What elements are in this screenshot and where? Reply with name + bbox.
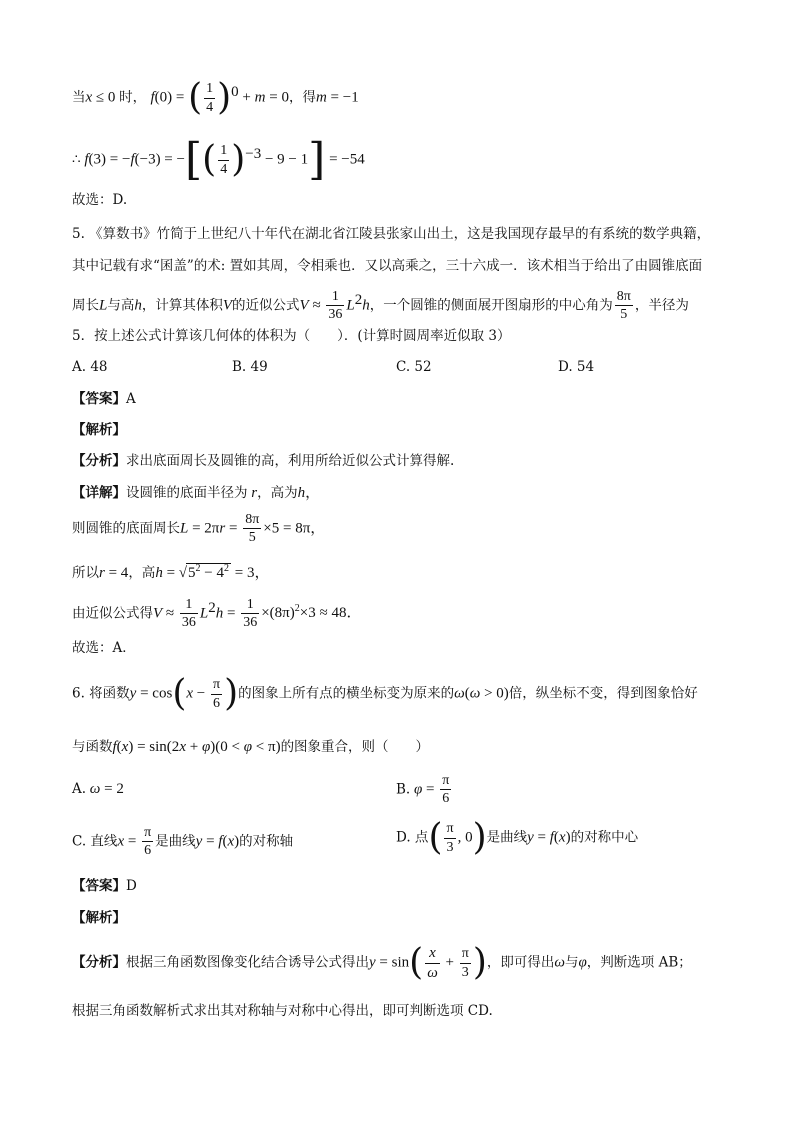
- q6-option-d: D. 点( $\frac{\pi}{3}$ , 0)是曲线y = f(x)的对称中心: [396, 817, 639, 858]
- math: (3) = −: [88, 151, 131, 168]
- text: 与: [564, 954, 579, 971]
- paren: (: [172, 673, 187, 714]
- fraction: $\frac{1}{36}$: [328, 289, 343, 323]
- text: 根据三角函数图像变化结合诱导公式得出: [126, 954, 369, 971]
- q5-option-c: C. 52: [396, 359, 432, 375]
- q5-option-d: D. 54: [558, 359, 595, 375]
- text: B.: [396, 781, 411, 798]
- fenxi-text: 求出底面周长及圆锥的高，利用所给近似公式计算得解.: [126, 453, 455, 469]
- paren: ): [472, 817, 487, 858]
- fraction: $\frac{\pi}{3}$: [461, 946, 469, 980]
- answer-value: A: [126, 391, 136, 407]
- text: 是曲线: [155, 833, 196, 850]
- q6-line2: 与函数f(x) = sin(2x + φ)(0 < φ < π)的图象重合，则（ ）: [72, 739, 430, 755]
- text: 由近似公式得: [72, 605, 153, 622]
- text: 当: [72, 89, 86, 106]
- fenxi-tag: 【分析】: [72, 453, 126, 469]
- q6-fenxi-2: 根据三角函数解析式求出其对称轴与对称中心得出，即可判断选项 CD.: [72, 1003, 493, 1019]
- text: ，计算其体积: [141, 297, 223, 314]
- text: C. 直线: [72, 833, 118, 850]
- text: A.: [72, 781, 87, 797]
- text: ，即可得出: [486, 954, 555, 971]
- q6-answer: [72, 880, 137, 894]
- text: 6. 将函数: [72, 685, 130, 702]
- paren: (: [202, 139, 217, 180]
- fenxi-tag: 【分析】: [72, 954, 126, 971]
- math: +: [238, 89, 255, 106]
- answer-tag: 【答案】: [72, 391, 126, 407]
- text: ，判断选项 AB；: [586, 954, 692, 971]
- text: ，得: [288, 89, 316, 106]
- q5-line3: 周长L与高h，计算其体积V的近似公式V ≈ $\frac{1}{36}$ $L^2h$，一个圆锥的侧面展开图扇形的中心角为 $\frac{8\pi}{5}$ ，半径为: [72, 289, 689, 323]
- text: 的对称中心: [570, 829, 639, 846]
- fraction: $\frac{x}{\omega}$: [427, 945, 438, 981]
- bracket: [: [184, 134, 203, 185]
- paren: ): [224, 673, 239, 714]
- q5-line2: 其中记载有求“囷盖”的术: 置如其周，令相乘也．又以高乘之，三十六成一．该术相当于给出了由圆锥底面: [72, 258, 703, 274]
- q6-analysis-tag: 【解析】: [72, 910, 126, 926]
- fraction: $\frac{1}{36}$: [243, 597, 258, 631]
- math: (0) =: [154, 89, 189, 106]
- q5-height: 所以r = 4，高$h = √5^2 - 4^2 = 3$，: [72, 563, 270, 581]
- text: 则圆锥的底面周长: [72, 520, 180, 537]
- paren: (: [409, 942, 424, 983]
- math: f: [150, 89, 155, 106]
- therefore-symbol: ∴: [72, 151, 81, 168]
- q5-line1: 5. 《算数书》竹简于上世纪八十年代在湖北省江陵县张家山出土，这是我国现存最早的有系统的数学典籍，: [72, 226, 711, 242]
- fraction: $\frac{1}{4}$: [206, 81, 214, 115]
- answer-value: D: [126, 878, 137, 894]
- text: 的图象上所有点的横坐标变为原来的: [238, 685, 455, 702]
- choose-d: 故选：D.: [72, 192, 128, 208]
- fraction: $\frac{8\pi}{5}$: [616, 289, 631, 323]
- text: ，高: [128, 565, 156, 581]
- line-f3: ∴ f(3) = −f(−3) = −[( $\frac{1}{4}$ )$^{-3}$ − 9 − 1] = −54: [72, 134, 365, 185]
- fraction: $\frac{1}{36}$: [181, 597, 196, 631]
- fraction: $\frac{\pi}{3}$: [446, 821, 454, 855]
- xiangjie-tag: 【详解】: [72, 485, 126, 501]
- choose-a: 故选：A．: [72, 640, 136, 656]
- bracket: ]: [308, 134, 326, 185]
- fraction: $\frac{\pi}{6}$: [213, 677, 221, 711]
- fraction: $\frac{\pi}{6}$: [442, 773, 450, 807]
- q5-answer: [72, 393, 136, 407]
- math: x: [85, 89, 93, 106]
- text: 的近似公式: [232, 297, 300, 314]
- line-f0: 当x ≤ 0 时， f(0) = ( $\frac{1}{4}$ )$^0$ + m = 0，得m = −1: [72, 77, 359, 118]
- q6-option-c: C. 直线x = $\frac{\pi}{6}$ 是曲线y = f(x)的对称轴: [72, 825, 294, 859]
- paren: (: [428, 817, 443, 858]
- text: 时，: [119, 89, 147, 106]
- q5-fenxi: [72, 455, 454, 469]
- math: ≤ 0: [92, 89, 120, 106]
- paren: (: [188, 77, 203, 118]
- q6-option-b: B. φ = $\frac{\pi}{6}$: [396, 773, 450, 807]
- text: 设圆锥的底面半径为: [126, 485, 248, 501]
- fraction: $\frac{\pi}{6}$: [144, 825, 152, 859]
- answer-tag: 【答案】: [72, 878, 126, 894]
- q5-option-b: B. 49: [232, 359, 268, 375]
- text: D. 点: [396, 829, 429, 846]
- fraction: $\frac{1}{4}$: [220, 143, 228, 177]
- text: 是曲线: [486, 829, 528, 846]
- q5-circumference: 则圆锥的底面周长L = 2πr = $\frac{8\pi}{5}$ ×5 = 8π，: [72, 512, 326, 546]
- paren: ): [472, 942, 487, 983]
- math: f: [80, 151, 89, 168]
- text: 的图象重合，则（ ）: [280, 739, 430, 755]
- q6-line1: 6. 将函数y = cos(x − $\frac{\pi}{6}$ )的图象上所有点的横坐标变为原来的ω(ω > 0)倍，纵坐标不变，得到图象恰好: [72, 673, 698, 714]
- q6-fenxi-1: 【分析】根据三角函数图像变化结合诱导公式得出y = sin( $\frac{x}{\omega}$ + $\frac{\pi}{3}$ )，即可得出ω与φ，判断选项 AB；: [72, 942, 692, 983]
- q5-option-a: A. 48: [72, 359, 108, 375]
- text: ，半径为: [634, 297, 689, 314]
- text: 倍，纵坐标不变，得到图象恰好: [508, 685, 698, 702]
- paren: ): [231, 139, 246, 180]
- text: 与函数: [72, 739, 113, 755]
- text: 的对称轴: [239, 833, 294, 850]
- q5-line4: 5．按上述公式计算该几何体的体积为（ ）．(计算时圆周率近似取 3）: [72, 328, 511, 344]
- q5-xiangjie: 【详解】设圆锥的底面半径为 r，高为h，: [72, 485, 321, 501]
- text: 所以: [72, 565, 99, 581]
- q5-analysis-tag: 【解析】: [72, 422, 126, 438]
- text: 周长: [72, 297, 99, 314]
- q6-option-a: A. ω = 2: [72, 781, 124, 797]
- text: ，一个圆锥的侧面展开图扇形的中心角为: [369, 297, 613, 314]
- text: 与高: [107, 297, 135, 314]
- q5-volume: 由近似公式得V ≈ $\frac{1}{36}$ $L^2h$ = $\frac{1}{36}$ $\times(8\pi)^2\times 3 \approx 48$．: [72, 597, 362, 631]
- fraction: $\frac{8\pi}{5}$: [245, 512, 260, 546]
- paren: ): [217, 77, 232, 118]
- text: ，高为: [257, 485, 298, 501]
